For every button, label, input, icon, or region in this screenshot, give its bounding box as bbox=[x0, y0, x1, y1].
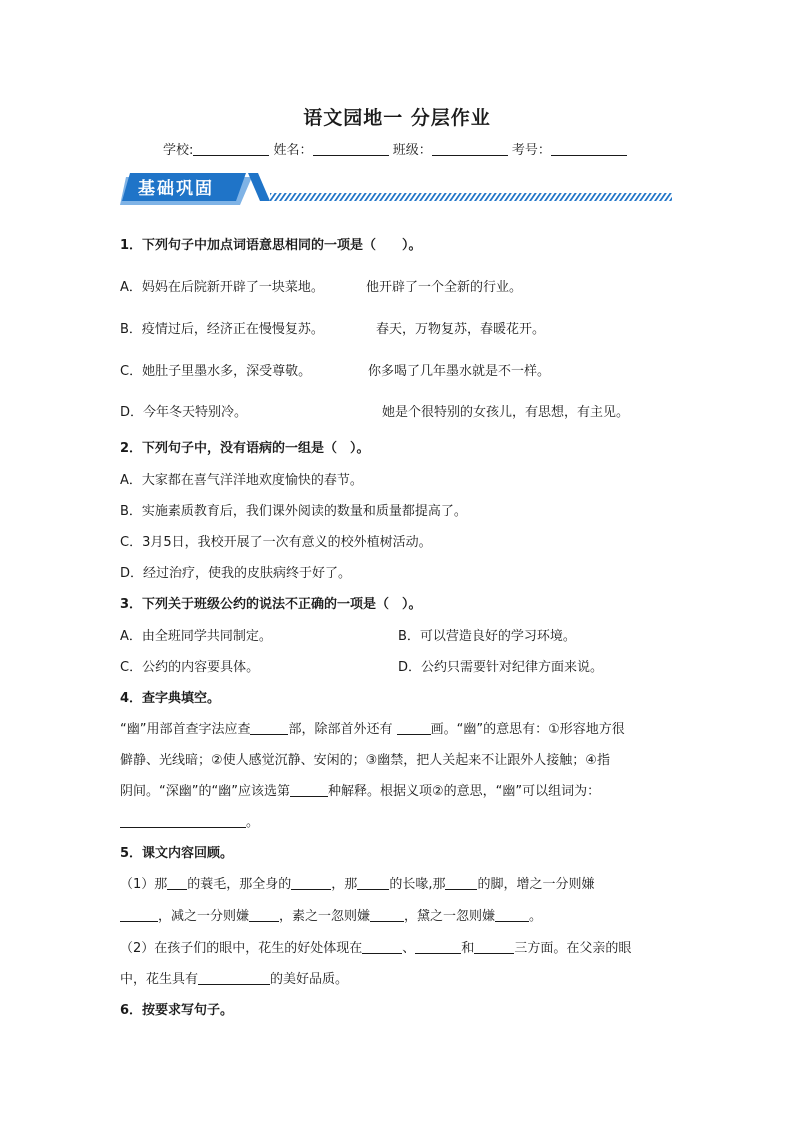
q1-stem: 1．下列句子中加点词语意思相同的一项是（ ）。 bbox=[120, 238, 422, 253]
q5-text: （2）在孩子们的眼中，花生的好处体现在 bbox=[120, 941, 363, 956]
q4-text: 。 bbox=[246, 815, 260, 830]
q5-blank[interactable] bbox=[120, 908, 158, 922]
name-field[interactable] bbox=[313, 142, 389, 156]
q1-option-b-1: B．疫情过后，经济正在慢慢复苏。 bbox=[120, 322, 324, 337]
q4-blank-strokes[interactable] bbox=[397, 721, 431, 735]
school-label: 学校: bbox=[163, 143, 194, 158]
banner-stripes bbox=[270, 193, 672, 201]
q5-text: 的美好品质。 bbox=[270, 972, 349, 987]
q4-line-3 bbox=[120, 780, 600, 799]
q3-option-c: C．公约的内容要具体。 bbox=[120, 660, 260, 675]
q4-blank-radical[interactable] bbox=[250, 721, 288, 735]
q5-blank[interactable] bbox=[291, 876, 331, 890]
page-title: 语文园地一 分层作业 bbox=[303, 107, 491, 129]
q4-stem: 4．查字典填空。 bbox=[120, 691, 221, 706]
q5-line-3 bbox=[120, 937, 631, 956]
q1-option-c-1: C．她肚子里墨水多，深受尊敬。 bbox=[120, 364, 312, 379]
q2-option-b: B．实施素质教育后，我们课外阅读的数量和质量都提高了。 bbox=[120, 504, 467, 519]
q5-blank[interactable] bbox=[495, 908, 529, 922]
q2-option-a: A．大家都在喜气洋洋地欢度愉快的春节。 bbox=[120, 473, 363, 488]
q1-option-a-1: A．妈妈在后院新开辟了一块菜地。 bbox=[120, 280, 324, 295]
q2-option-c: C．3月5日，我校开展了一次有意义的校外植树活动。 bbox=[120, 535, 432, 550]
q5-text: 三方面。在父亲的眼 bbox=[514, 941, 632, 956]
name-label: 姓名： bbox=[273, 143, 313, 158]
q5-text: 。 bbox=[529, 909, 543, 924]
banner-accent bbox=[248, 173, 270, 201]
q4-line-4 bbox=[120, 811, 259, 830]
q3-option-a: A．由全班同学共同制定。 bbox=[120, 629, 272, 644]
q3-stem: 3．下列关于班级公约的说法不正确的一项是（ ）。 bbox=[120, 597, 422, 612]
q5-text: 、 bbox=[402, 941, 416, 956]
q5-blank[interactable] bbox=[415, 940, 461, 954]
q4-text: 部，除部首外还有 bbox=[288, 722, 393, 737]
q6-stem: 6．按要求写句子。 bbox=[120, 1003, 234, 1018]
q1-option-b-2: 春天，万物复苏，春暖花开。 bbox=[376, 322, 546, 337]
q1-option-a-2: 他开辟了一个全新的行业。 bbox=[366, 280, 523, 295]
q5-text: 的蓑毛，那全身的 bbox=[187, 877, 292, 892]
q5-stem: 5．课文内容回顾。 bbox=[120, 846, 234, 861]
q3-option-d: D．公约只需要针对纪律方面来说。 bbox=[398, 660, 604, 675]
q4-text: 种解释。根据义项②的意思，“幽”可以组词为： bbox=[327, 784, 601, 799]
section-banner bbox=[120, 171, 676, 211]
q4-text: 阴间。“深幽”的“幽”应该选第 bbox=[120, 784, 290, 799]
student-info-line bbox=[163, 139, 627, 158]
q5-line-1 bbox=[120, 873, 594, 892]
school-field[interactable] bbox=[193, 142, 269, 156]
q1-option-c-2: 你多喝了几年墨水就是不一样。 bbox=[368, 364, 551, 379]
q5-text: ，减之一分则嫌 bbox=[158, 909, 250, 924]
q5-blank[interactable] bbox=[370, 908, 404, 922]
q5-text: ，素之一忽则嫌 bbox=[279, 909, 371, 924]
class-field[interactable] bbox=[432, 142, 508, 156]
q5-blank[interactable] bbox=[167, 876, 187, 890]
q2-option-d: D．经过治疗，使我的皮肤病终于好了。 bbox=[120, 566, 352, 581]
q1-option-d-2: 她是个很特别的女孩儿，有思想，有主见。 bbox=[382, 405, 630, 420]
q5-line-4 bbox=[120, 968, 348, 987]
q5-text: ，那 bbox=[331, 877, 358, 892]
q5-text: 的脚，增之一分则嫌 bbox=[477, 877, 595, 892]
q5-blank[interactable] bbox=[357, 876, 389, 890]
q1-option-d-1: D．今年冬天特别冷。 bbox=[120, 405, 248, 420]
q5-text: 中，花生具有 bbox=[120, 972, 199, 987]
q5-blank[interactable] bbox=[474, 940, 514, 954]
q2-stem: 2．下列句子中，没有语病的一组是（ ）。 bbox=[120, 441, 370, 456]
exam-no-field[interactable] bbox=[551, 142, 627, 156]
q4-text: 画。“幽”的意思有：①形容地方很 bbox=[430, 722, 625, 737]
banner-label: 基础巩固 bbox=[138, 179, 214, 199]
q5-text: 的长喙,那 bbox=[389, 877, 446, 892]
q5-blank[interactable] bbox=[362, 940, 402, 954]
q4-blank-words[interactable] bbox=[120, 814, 246, 828]
exam-no-label: 考号： bbox=[511, 143, 551, 158]
q3-option-b: B．可以营造良好的学习环境。 bbox=[398, 629, 576, 644]
q4-line-1 bbox=[120, 718, 625, 737]
q5-line-2 bbox=[120, 905, 542, 924]
q5-text: （1）那 bbox=[120, 877, 168, 892]
q4-blank-meaning[interactable] bbox=[290, 783, 328, 797]
q5-blank[interactable] bbox=[198, 971, 270, 985]
q5-text: ，黛之一忽则嫌 bbox=[404, 909, 496, 924]
q5-text: 和 bbox=[461, 941, 475, 956]
q5-blank[interactable] bbox=[445, 876, 477, 890]
class-label: 班级： bbox=[392, 143, 432, 158]
q4-text: “幽”用部首查字法应查 bbox=[120, 722, 251, 737]
q4-line-2: 僻静、光线暗；②使人感觉沉静、安闲的；③幽禁，把人关起来不让跟外人接触；④指 bbox=[120, 753, 610, 768]
q5-blank[interactable] bbox=[249, 908, 279, 922]
